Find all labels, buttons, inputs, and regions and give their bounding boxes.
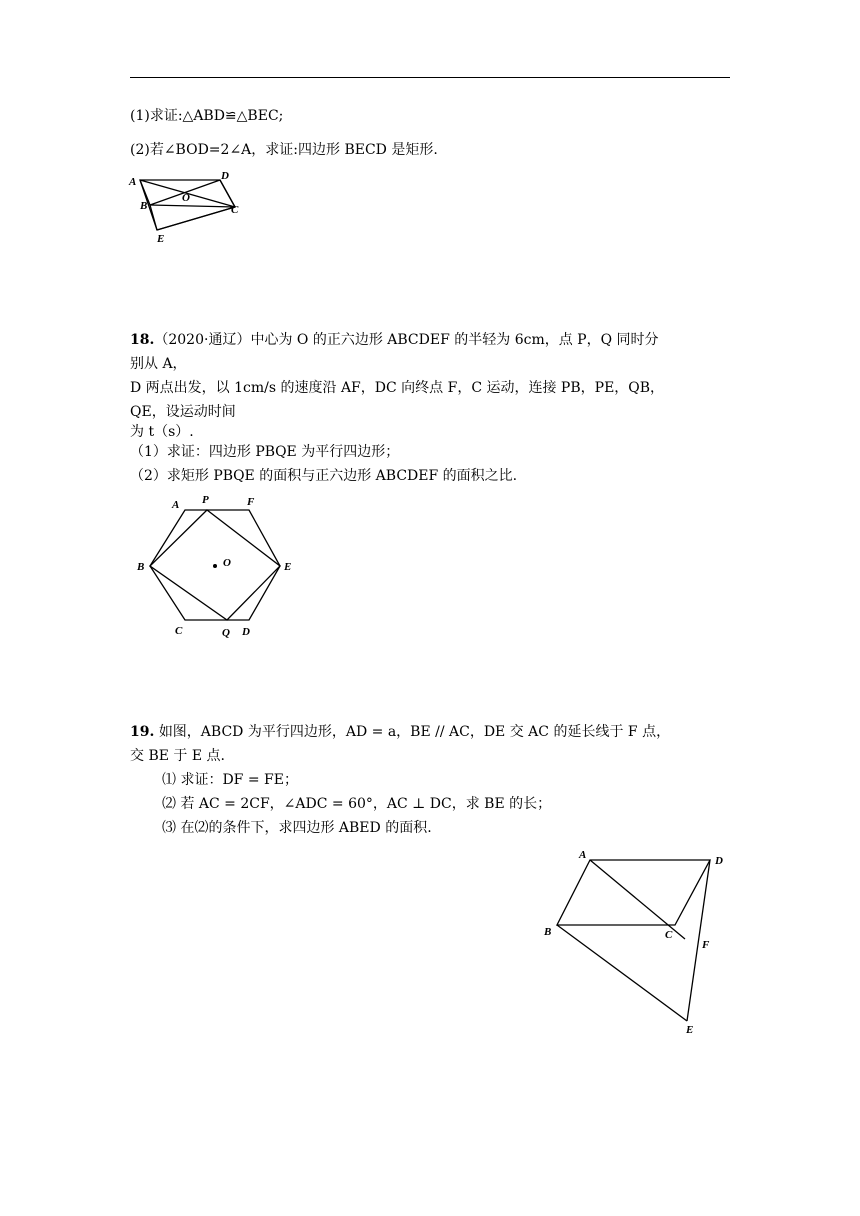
p19-label-D: D — [715, 855, 723, 867]
p18-line1 — [130, 330, 659, 350]
p18-text1: （2020·通辽）中心为 O 的正六边形 ABCDEF 的半轻为 6cm，点 P，Q 同时分 — [154, 332, 659, 348]
p19-text1: 如图，ABCD 为平行四边形，AD = a，BE // AC，DE 交 AC 的延长线于 F 点， — [158, 724, 671, 740]
p19-label-E: E — [686, 1024, 694, 1036]
p18-label-O: O — [223, 557, 231, 569]
p19-sub3: ⑶ 在⑵的条件下，求四边形 ABED 的面积. — [162, 820, 432, 836]
p17-seg-BE — [150, 205, 157, 230]
p18-label-D: D — [242, 626, 250, 638]
p17-part1: (1)求证:△ABD≌△BEC; — [130, 108, 284, 124]
p18-label-P: P — [202, 494, 209, 506]
p17-label-A: A — [129, 176, 137, 188]
p17-seg-CE — [157, 207, 235, 230]
p18-line3: D 两点出发，以 1cm/s 的速度沿 AF，DC 向终点 F，C 运动，连接 PB，PE，QB， — [130, 380, 665, 396]
p17-label-C: C — [231, 204, 239, 216]
p19-label-B: B — [544, 926, 552, 938]
p18-label-B: B — [137, 561, 145, 573]
p19-seg-AF — [590, 860, 685, 939]
p18-label-E: E — [284, 561, 292, 573]
p17-label-B: B — [140, 200, 148, 212]
p17-label-D: D — [221, 170, 229, 182]
p18-line2: 别从 A， — [130, 356, 187, 372]
p17-figure — [125, 165, 255, 250]
p18-part2: （2）求矩形 PBQE 的面积与正六边形 ABCDEF 的面积之比. — [130, 468, 518, 484]
header-rule — [130, 77, 730, 78]
p19-figure — [535, 845, 735, 1040]
p17-label-O: O — [182, 192, 190, 204]
p17-part2: (2)若∠BOD=2∠A，求证:四边形 BECD 是矩形. — [130, 142, 438, 158]
p17-seg-BC — [150, 205, 235, 207]
p18-part1: （1）求证：四边形 PBQE 为平行四边形； — [130, 444, 400, 460]
p19-line2: 交 BE 于 E 点. — [130, 748, 225, 764]
p19-line1 — [130, 722, 670, 742]
p18-line4: QE，设运动时间 — [130, 404, 236, 420]
p18-label-Q: Q — [222, 627, 230, 639]
p18-center-dot — [213, 564, 217, 568]
p19-number: 19. — [130, 724, 155, 740]
p17-label-E: E — [157, 233, 165, 245]
p19-label-C: C — [665, 929, 673, 941]
p18-line5: 为 t（s）. — [130, 424, 194, 440]
p19-sub2: ⑵ 若 AC = 2CF，∠ADC = 60°，AC ⊥ DC，求 BE 的长； — [162, 796, 552, 812]
p18-label-F: F — [247, 496, 255, 508]
p19-label-A: A — [579, 849, 587, 861]
p18-label-A: A — [172, 499, 180, 511]
p18-label-C: C — [175, 625, 183, 637]
p18-number: 18. — [130, 332, 155, 348]
p18-figure — [125, 490, 305, 645]
p19-label-F: F — [702, 939, 710, 951]
p19-sub1: ⑴ 求证：DF = FE； — [162, 772, 298, 788]
p19-parallelogram-ABCD — [557, 860, 710, 925]
